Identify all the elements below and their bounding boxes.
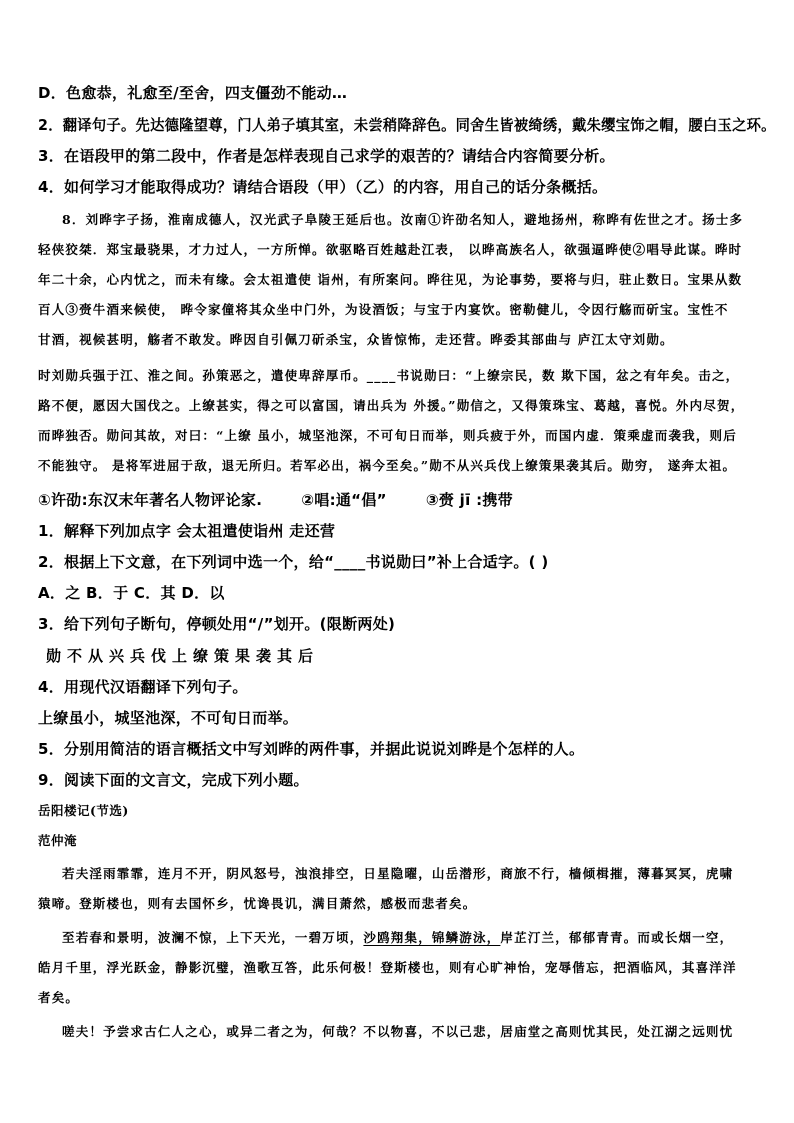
q7-option-d: D．色愈恭，礼愈至/至舍，四支僵劲不能动… [38, 84, 348, 102]
note-2: ②唱:通“倡” [301, 491, 387, 509]
text-segment: 岸芷汀兰，郁郁青青。而或长烟一空， [500, 930, 734, 945]
q8-passage-line: 不能独守。 是将军进屈于敌，退无所归。若军必出，祸今至矣。”勋不从兴兵伐上缭策果袭其后。勋穷， 遂奔太祖。 [38, 458, 737, 473]
q8-question-3: 3．给下列句子断句，停顿处用“/”划开。(限断两处) [38, 615, 396, 633]
q7-question-2: 2．翻译句子。先达德隆望尊，门人弟子填其室，未尝稍降辞色。同舍生皆被绮绣，戴朱缨宝饰之帽，腰白玉之环。 [38, 116, 776, 134]
q9-paragraph-line: 嗟夫！予尝求古仁人之心，或异二者之为，何哉？不以物喜，不以己悲，居庙堂之高则忧其民，处江湖之远则忧 [62, 1024, 734, 1039]
q8-question-1: 1．解释下列加点字 会太祖遣使诣州 走还营 [38, 522, 336, 540]
q9-paragraph-line: 者矣。 [38, 990, 80, 1005]
q8-passage-line: 而晔独否。勋问其故，对曰：“上缭 虽小，城坚池深，不可旬日而举，则兵疲于外，而国内虚．策乘虚而袭我，则后 [38, 428, 737, 443]
q8-passage-line: 轻侠狡桀．郑宝最骁果，才力过人，一方所惮。欲驱略百姓越赴江表， 以晔高族名人，欲强逼晔使②唱导此谋。晔时 [38, 242, 743, 257]
q8-passage-line: 甘酒，视候甚明，觞者不敢发。晔因自引佩刀斫杀宝，众皆惊怖，走还营。晔委其部曲与 庐江太守刘勋。 [38, 332, 674, 347]
q9-title: 岳阳楼记(节选) [38, 803, 129, 818]
q8-question-4-sentence: 上缭虽小，城坚池深，不可旬日而举。 [38, 709, 299, 727]
q8-passage-line: 路不便，愿因大国伐之。上缭甚实，得之可以富国，请出兵为 外援。”勋信之，又得策珠宝、葛越，喜悦。外内尽贺， [38, 398, 745, 413]
q8-question-2: 2．根据上下文意，在下列词中选一个，给“____书说勋曰”补上合适字。( ) [38, 553, 549, 571]
q9-author: 范仲淹 [38, 833, 78, 848]
q9-paragraph-line: 猿啼。登斯楼也，则有去国怀乡，忧谗畏讥，满目萧然，感极而悲者矣。 [38, 896, 477, 911]
note-3: ③赍 jī :携带 [425, 491, 513, 509]
q8-annotations [38, 489, 513, 510]
note-1: ①许劭:东汉末年著名人物评论家. [38, 491, 263, 509]
q9-paragraph-line [62, 928, 733, 946]
q9-prompt: 9．阅读下面的文言文，完成下列小题。 [38, 771, 309, 789]
q8-passage-line: 年二十余，心内忧之，而未有缘。会太祖遣使 诣州，有所案问。晔往见，为论事势，要将与归，驻止数日。宝果从数 [38, 272, 743, 287]
q8-question-2-options: A．之 B．于 C．其 D．以 [38, 584, 225, 602]
q8-passage-line: 8．刘晔字子扬，淮南成德人，汉光武子阜陵王延后也。汝南①许劭名知人，避地扬州，称晔有佐世之才。扬士多 [62, 212, 744, 227]
text-segment: 至若春和景明，波澜不惊，上下天光，一碧万顷， [62, 930, 364, 945]
q9-paragraph-line: 若夫淫雨霏霏，连月不开，阴风怒号，浊浪排空，日星隐曜，山岳潜形，商旅不行，樯倾楫摧，薄暮冥冥，虎啸 [62, 866, 734, 881]
q7-question-4: 4．如何学习才能取得成功？请结合语段（甲）（乙）的内容，用自己的话分条概括。 [38, 178, 608, 196]
underlined-text: 沙鸥翔集，锦鳞游泳， [363, 930, 501, 945]
q7-question-3: 3．在语段甲的第二段中，作者是怎样表现自己求学的艰苦的？请结合内容简要分析。 [38, 147, 615, 165]
q9-paragraph-line: 皓月千里，浮光跃金，静影沉璧，渔歌互答，此乐何极！登斯楼也，则有心旷神怡，宠辱偕忘，把酒临风，其喜洋洋 [38, 960, 737, 975]
q8-passage-line: 时刘勋兵强于江、淮之间。孙策恶之，遣使卑辞厚币。____书说勋曰：“上缭宗民，数 欺下国，忿之有年矣。击之， [38, 368, 740, 383]
q8-passage-line: 百人③赍牛酒来候使， 晔令家僮将其众坐中门外，为设酒饭；与宝于内宴饮。密勒健儿，令因行觞而斫宝。宝性不 [38, 302, 729, 317]
q8-question-3-sentence: 勋不从兴兵伐上缭策果袭其后 [46, 647, 320, 665]
q8-question-5: 5．分别用简洁的语言概括文中写刘晔的两件事，并据此说说刘晔是个怎样的人。 [38, 740, 585, 758]
q8-question-4: 4．用现代汉语翻译下列句子。 [38, 678, 248, 696]
